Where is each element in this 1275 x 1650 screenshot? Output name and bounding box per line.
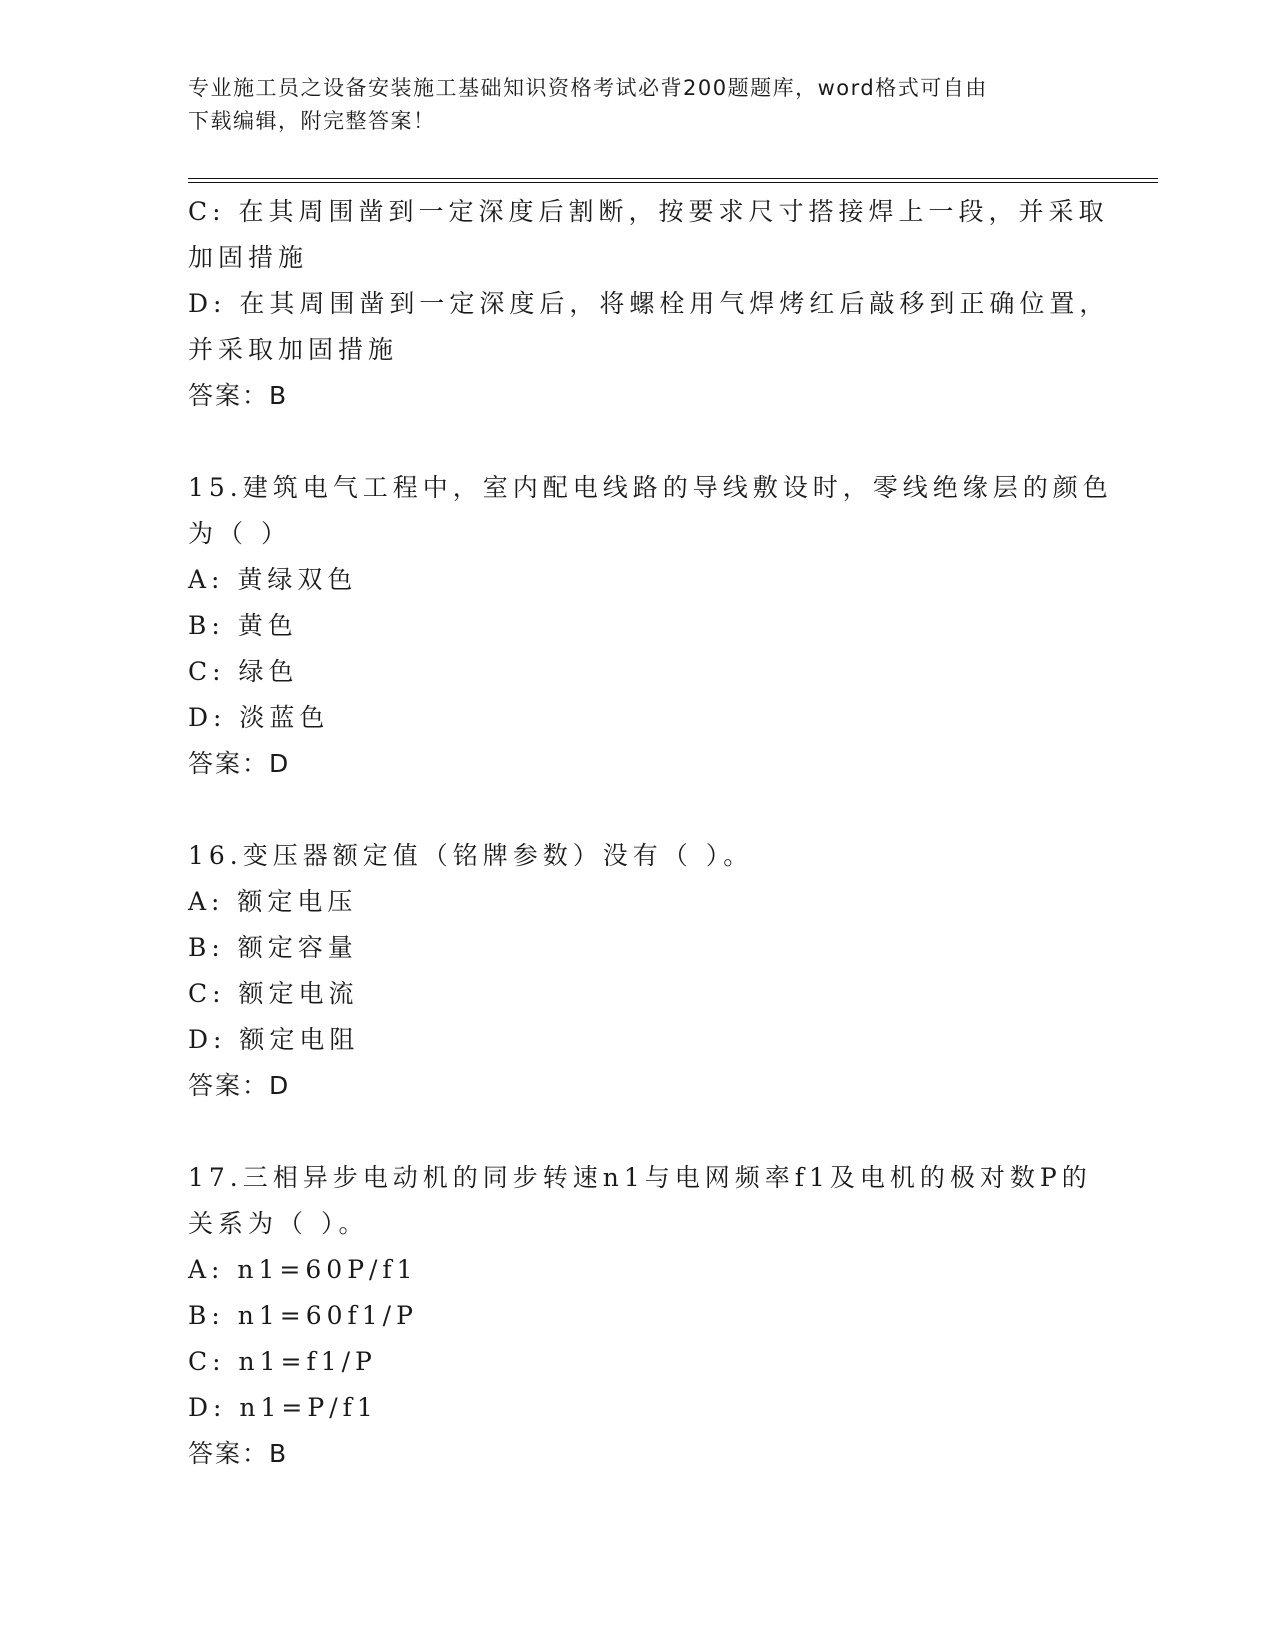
answer-17: 答案：B — [188, 1439, 289, 1468]
option-c-line-1: C: 在其周围凿到一定深度后割断，按要求尺寸搭接焊上一段，并采取 — [188, 197, 1109, 226]
question-14-continued — [188, 189, 1110, 419]
question-17 — [188, 1155, 1092, 1477]
question-17-stem-line-2: 关系为（ ）。 — [188, 1209, 369, 1238]
question-15-option-d: D: 淡蓝色 — [188, 703, 330, 732]
question-15-option-a: A: 黄绿双色 — [188, 565, 358, 594]
question-16-option-b: B: 额定容量 — [188, 933, 358, 962]
answer-16: 答案：D — [188, 1071, 291, 1100]
header-title-line-2: 下载编辑，附完整答案！ — [188, 109, 436, 133]
option-d-line-2: 并采取加固措施 — [188, 335, 399, 364]
question-17-stem-line-1: 17.三相异步电动机的同步转速n1与电网频率f1及电机的极对数P的 — [188, 1163, 1092, 1192]
question-16-option-c: C: 额定电流 — [188, 979, 359, 1008]
question-16-option-d: D: 额定电阻 — [188, 1025, 360, 1054]
question-list — [188, 189, 1113, 1477]
question-15-stem-line-2: 为（ ） — [188, 519, 291, 548]
question-15-option-b: B: 黄色 — [188, 611, 298, 640]
question-17-option-b: B: n1=60f1/P — [188, 1301, 418, 1330]
option-d-line-1: D: 在其周围凿到一定深度后，将螺栓用气焊烤红后敲移到正确位置， — [188, 289, 1110, 318]
question-17-option-c: C: n1=f1/P — [188, 1347, 377, 1376]
question-17-option-a: A: n1=60P/f1 — [188, 1255, 418, 1284]
question-16 — [188, 833, 1088, 1109]
question-16-stem-line-1: 16.变压器额定值（铭牌参数）没有（ ）。 — [188, 841, 754, 870]
answer-14: 答案：B — [188, 381, 289, 410]
question-15-option-c: C: 绿色 — [188, 657, 299, 686]
header-title-line-1: 专业施工员之设备安装施工基础知识资格考试必背200题题库，word格式可自由 — [188, 76, 988, 100]
answer-15: 答案：D — [188, 749, 291, 778]
document-header — [188, 72, 1068, 138]
header-divider-bottom — [188, 182, 1158, 183]
question-16-option-a: A: 额定电压 — [188, 887, 358, 916]
question-15 — [188, 465, 1113, 787]
header-divider-top — [188, 178, 1158, 179]
question-15-stem-line-1: 15.建筑电气工程中，室内配电线路的导线敷设时，零线绝缘层的颜色 — [188, 473, 1113, 502]
option-c-line-2: 加固措施 — [188, 243, 309, 272]
question-17-option-d: D: n1=P/f1 — [188, 1393, 378, 1422]
